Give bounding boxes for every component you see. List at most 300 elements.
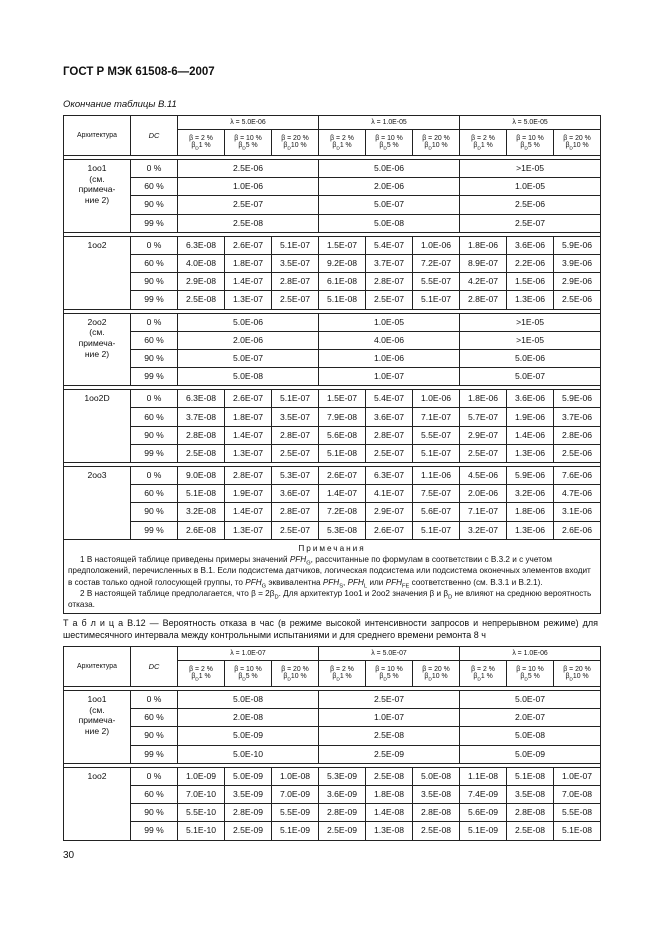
value-cell: 2.5E-07 bbox=[272, 291, 319, 309]
table-row bbox=[64, 467, 601, 485]
value-cell: 3.5E-08 bbox=[413, 785, 460, 803]
value-cell: 1.0E-07 bbox=[319, 368, 460, 386]
value-cell: 1.8E-06 bbox=[460, 236, 507, 254]
beta-value: β = 20 % bbox=[281, 135, 309, 143]
beta-value: β = 20 % bbox=[422, 666, 450, 674]
value-cell: 3.7E-08 bbox=[178, 408, 225, 426]
beta-d-subscript: D bbox=[477, 146, 481, 152]
value-cell: 5.0E-09 bbox=[225, 767, 272, 785]
value-cell: 5.9E-06 bbox=[554, 390, 601, 408]
beta-d-value: 5 % bbox=[386, 673, 399, 681]
value-cell: 5.7E-07 bbox=[460, 408, 507, 426]
value-cell: 6.1E-08 bbox=[319, 273, 366, 291]
value-cell: 2.5E-08 bbox=[413, 822, 460, 840]
value-cell: 3.6E-06 bbox=[507, 390, 554, 408]
beta-d-symbol: β bbox=[283, 673, 288, 681]
notes-title: Примечания bbox=[298, 543, 366, 553]
beta-d-subscript: D bbox=[524, 677, 528, 683]
value-cell: 7.2E-08 bbox=[319, 503, 366, 521]
dc-cell: 99 % bbox=[131, 745, 178, 763]
value-cell: 9.2E-08 bbox=[319, 254, 366, 272]
lambda-header: λ = 1.0E-06 bbox=[460, 647, 601, 661]
beta-d-symbol: β bbox=[520, 142, 525, 150]
value-cell: 7.0E-10 bbox=[178, 785, 225, 803]
dc-cell: 0 % bbox=[131, 390, 178, 408]
beta-d-value: 10 % bbox=[290, 673, 307, 681]
value-cell: 5.4E-07 bbox=[366, 236, 413, 254]
value-cell: 2.0E-06 bbox=[178, 331, 319, 349]
notes-cell bbox=[64, 539, 601, 613]
value-cell: 2.6E-08 bbox=[178, 521, 225, 539]
value-cell: 2.5E-06 bbox=[460, 196, 601, 214]
table-row bbox=[64, 236, 601, 254]
dc-cell: 0 % bbox=[131, 313, 178, 331]
beta-d-symbol: β bbox=[238, 673, 243, 681]
subscript: G bbox=[261, 583, 267, 590]
value-cell: 3.5E-09 bbox=[225, 785, 272, 803]
value-cell: 7.4E-09 bbox=[460, 785, 507, 803]
beta-value: β = 10 % bbox=[375, 666, 403, 674]
beta-d-subscript: D bbox=[242, 677, 246, 683]
value-cell: 1.8E-06 bbox=[507, 503, 554, 521]
value-cell: 5.0E-10 bbox=[178, 745, 319, 763]
value-cell: 4.0E-08 bbox=[178, 254, 225, 272]
value-cell: 2.5E-09 bbox=[225, 822, 272, 840]
beta-d-symbol: β bbox=[424, 142, 429, 150]
value-cell: 2.6E-07 bbox=[225, 236, 272, 254]
table-row bbox=[64, 503, 601, 521]
beta-d-value: 5 % bbox=[245, 142, 258, 150]
architecture-label: ние 2) bbox=[84, 348, 110, 359]
table-continuation-caption: Окончание таблицы В.11 bbox=[63, 99, 177, 110]
dc-cell: 0 % bbox=[131, 691, 178, 709]
beta-d-subscript: D bbox=[569, 677, 573, 683]
value-cell: 2.5E-06 bbox=[178, 160, 319, 178]
value-cell: 2.5E-06 bbox=[554, 444, 601, 462]
architecture-cell bbox=[64, 160, 131, 233]
beta-d-symbol: β bbox=[473, 142, 478, 150]
beta-d-subscript: D bbox=[383, 677, 387, 683]
beta-d-subscript: D bbox=[195, 146, 199, 152]
value-cell: 4.2E-07 bbox=[460, 273, 507, 291]
beta-header bbox=[272, 130, 319, 156]
value-cell: 5.5E-09 bbox=[272, 804, 319, 822]
value-cell: 3.5E-07 bbox=[272, 254, 319, 272]
dc-cell: 60 % bbox=[131, 709, 178, 727]
dc-cell: 90 % bbox=[131, 503, 178, 521]
beta-d-subscript: D bbox=[336, 146, 340, 152]
value-cell: 1.0E-09 bbox=[178, 767, 225, 785]
value-cell: >1E-05 bbox=[460, 313, 601, 331]
value-cell: 7.1E-07 bbox=[460, 503, 507, 521]
value-cell: 2.0E-06 bbox=[460, 485, 507, 503]
table-row bbox=[64, 313, 601, 331]
beta-d-symbol: β bbox=[191, 673, 196, 681]
beta-value: β = 2 % bbox=[330, 135, 354, 143]
table-row bbox=[64, 804, 601, 822]
dc-header: DC bbox=[131, 116, 178, 156]
dc-cell: 90 % bbox=[131, 196, 178, 214]
architecture-label: 1оо1 bbox=[87, 163, 107, 173]
value-cell: 2.5E-08 bbox=[178, 444, 225, 462]
value-cell: 2.2E-06 bbox=[507, 254, 554, 272]
dc-cell: 0 % bbox=[131, 767, 178, 785]
beta-d-value: 5 % bbox=[245, 673, 258, 681]
table-row bbox=[64, 254, 601, 272]
value-cell: 2.5E-06 bbox=[554, 291, 601, 309]
architecture-label: примеча- bbox=[78, 715, 116, 726]
table-row bbox=[64, 727, 601, 745]
beta-value: β = 20 % bbox=[563, 135, 591, 143]
value-cell: 3.9E-06 bbox=[554, 254, 601, 272]
value-cell: 3.2E-07 bbox=[460, 521, 507, 539]
beta-d-symbol: β bbox=[379, 673, 384, 681]
beta-d-symbol: β bbox=[379, 142, 384, 150]
beta-header bbox=[225, 661, 272, 687]
beta-header bbox=[507, 661, 554, 687]
dc-cell: 99 % bbox=[131, 291, 178, 309]
value-cell: 2.0E-06 bbox=[319, 178, 460, 196]
beta-d-subscript: D bbox=[195, 677, 199, 683]
table-row bbox=[64, 349, 601, 367]
dc-cell: 60 % bbox=[131, 485, 178, 503]
dc-cell: 90 % bbox=[131, 727, 178, 745]
note-text: 2 В настоящей таблице предполагается, что β = 2β bbox=[80, 589, 275, 598]
dc-cell: 90 % bbox=[131, 804, 178, 822]
value-cell: 5.3E-09 bbox=[319, 767, 366, 785]
header-row-lambda bbox=[64, 116, 601, 130]
value-cell: 2.8E-07 bbox=[272, 503, 319, 521]
value-cell: 5.0E-08 bbox=[178, 691, 319, 709]
architecture-cell bbox=[64, 390, 131, 463]
beta-d-symbol: β bbox=[565, 673, 570, 681]
beta-header bbox=[460, 661, 507, 687]
value-cell: 5.1E-08 bbox=[319, 444, 366, 462]
value-cell: 2.5E-08 bbox=[178, 214, 319, 232]
beta-d-subscript: D bbox=[428, 677, 432, 683]
table-row bbox=[64, 178, 601, 196]
value-cell: 1.5E-07 bbox=[319, 236, 366, 254]
beta-d-value: 10 % bbox=[431, 142, 448, 150]
table-row bbox=[64, 214, 601, 232]
value-cell: 2.0E-07 bbox=[460, 709, 601, 727]
value-cell: 2.8E-09 bbox=[319, 804, 366, 822]
beta-d-symbol: β bbox=[332, 673, 337, 681]
value-cell: 1.3E-07 bbox=[225, 291, 272, 309]
value-cell: 5.1E-09 bbox=[272, 822, 319, 840]
value-cell: 5.3E-08 bbox=[319, 521, 366, 539]
dc-cell: 99 % bbox=[131, 368, 178, 386]
value-cell: 5.0E-07 bbox=[178, 349, 319, 367]
beta-d-value: 10 % bbox=[572, 142, 589, 150]
beta-d-symbol: β bbox=[238, 142, 243, 150]
value-cell: 5.5E-07 bbox=[413, 273, 460, 291]
value-cell: 3.6E-06 bbox=[507, 236, 554, 254]
table-row bbox=[64, 709, 601, 727]
value-cell: 5.1E-07 bbox=[272, 390, 319, 408]
value-cell: 5.0E-07 bbox=[319, 196, 460, 214]
value-cell: 5.1E-07 bbox=[413, 291, 460, 309]
dc-cell: 60 % bbox=[131, 785, 178, 803]
beta-d-subscript: D bbox=[383, 146, 387, 152]
architecture-label: 1оо1 bbox=[87, 694, 107, 704]
lambda-header: λ = 1.0E-07 bbox=[178, 647, 319, 661]
value-cell: 1.8E-07 bbox=[225, 408, 272, 426]
table-row bbox=[64, 331, 601, 349]
beta-d-symbol: β bbox=[424, 673, 429, 681]
architecture-label: 1оо2 bbox=[87, 239, 107, 250]
page-number: 30 bbox=[63, 850, 75, 861]
beta-header bbox=[460, 130, 507, 156]
value-cell: 1.5E-06 bbox=[507, 273, 554, 291]
architecture-cell bbox=[64, 236, 131, 309]
dc-cell: 99 % bbox=[131, 521, 178, 539]
value-cell: 5.1E-07 bbox=[413, 521, 460, 539]
beta-d-subscript: D bbox=[428, 146, 432, 152]
beta-header bbox=[319, 661, 366, 687]
table-row bbox=[64, 196, 601, 214]
value-cell: 1.0E-05 bbox=[319, 313, 460, 331]
value-cell: 2.5E-09 bbox=[319, 822, 366, 840]
beta-value: β = 2 % bbox=[471, 135, 495, 143]
beta-value: β = 2 % bbox=[189, 135, 213, 143]
architecture-label: 2оо3 bbox=[87, 470, 107, 480]
note-text: эквивалентна bbox=[266, 577, 323, 587]
beta-d-symbol: β bbox=[565, 142, 570, 150]
value-cell: 2.8E-07 bbox=[366, 273, 413, 291]
beta-d-subscript: D bbox=[524, 146, 528, 152]
beta-d-value: 1 % bbox=[339, 673, 352, 681]
pfh-symbol: PFH bbox=[385, 577, 403, 587]
beta-value: β = 10 % bbox=[516, 666, 544, 674]
value-cell: >1E-05 bbox=[460, 331, 601, 349]
value-cell: 3.5E-07 bbox=[272, 408, 319, 426]
value-cell: 1.3E-06 bbox=[507, 521, 554, 539]
value-cell: 1.9E-06 bbox=[507, 408, 554, 426]
value-cell: 3.7E-06 bbox=[554, 408, 601, 426]
document-title: ГОСТ Р МЭК 61508-6—2007 bbox=[63, 66, 215, 78]
beta-d-subscript: D bbox=[477, 677, 481, 683]
table-b11 bbox=[63, 115, 601, 614]
dc-cell: 90 % bbox=[131, 349, 178, 367]
beta-value: β = 2 % bbox=[471, 666, 495, 674]
table-row bbox=[64, 767, 601, 785]
dc-cell: 0 % bbox=[131, 236, 178, 254]
beta-value: β = 10 % bbox=[234, 666, 262, 674]
subscript: L bbox=[363, 583, 368, 590]
value-cell: 1.5E-07 bbox=[319, 390, 366, 408]
dc-cell: 99 % bbox=[131, 822, 178, 840]
dc-cell: 60 % bbox=[131, 254, 178, 272]
value-cell: 1.3E-07 bbox=[225, 521, 272, 539]
architecture-label: (см. bbox=[89, 327, 105, 338]
beta-header bbox=[178, 130, 225, 156]
value-cell: 5.1E-08 bbox=[319, 291, 366, 309]
beta-value: β = 20 % bbox=[281, 666, 309, 674]
value-cell: 2.9E-08 bbox=[178, 273, 225, 291]
value-cell: 1.0E-06 bbox=[413, 236, 460, 254]
dc-cell: 0 % bbox=[131, 160, 178, 178]
beta-value: β = 10 % bbox=[516, 135, 544, 143]
value-cell: 1.4E-07 bbox=[225, 426, 272, 444]
value-cell: 2.0E-08 bbox=[178, 709, 319, 727]
value-cell: 2.8E-08 bbox=[507, 804, 554, 822]
pfh-symbol: PFH bbox=[245, 577, 262, 587]
beta-value: β = 20 % bbox=[422, 135, 450, 143]
dc-cell: 90 % bbox=[131, 426, 178, 444]
value-cell: 7.0E-09 bbox=[272, 785, 319, 803]
beta-header bbox=[366, 661, 413, 687]
value-cell: 2.5E-07 bbox=[366, 444, 413, 462]
pfh-symbol: PFH bbox=[289, 555, 307, 565]
subscript: D bbox=[274, 594, 279, 601]
value-cell: 5.5E-10 bbox=[178, 804, 225, 822]
table-b12 bbox=[63, 646, 601, 841]
value-cell: 1.0E-06 bbox=[319, 349, 460, 367]
architecture-header: Архитектура bbox=[64, 116, 131, 156]
value-cell: 3.1E-06 bbox=[554, 503, 601, 521]
dc-cell: 60 % bbox=[131, 178, 178, 196]
value-cell: 5.0E-06 bbox=[319, 160, 460, 178]
value-cell: 4.7E-06 bbox=[554, 485, 601, 503]
value-cell: 7.0E-08 bbox=[554, 785, 601, 803]
value-cell: 5.0E-06 bbox=[178, 313, 319, 331]
value-cell: 5.4E-07 bbox=[366, 390, 413, 408]
value-cell: 2.5E-07 bbox=[366, 291, 413, 309]
architecture-cell bbox=[64, 691, 131, 764]
beta-d-value: 5 % bbox=[527, 673, 540, 681]
table-row bbox=[64, 273, 601, 291]
lambda-header: λ = 5.0E-07 bbox=[319, 647, 460, 661]
beta-header bbox=[507, 130, 554, 156]
beta-d-value: 5 % bbox=[386, 142, 399, 150]
lambda-header: λ = 5.0E-06 bbox=[178, 116, 319, 130]
value-cell: 5.9E-06 bbox=[554, 236, 601, 254]
value-cell: 2.8E-09 bbox=[225, 804, 272, 822]
architecture-label: 2оо2 bbox=[87, 316, 107, 327]
value-cell: 5.6E-09 bbox=[460, 804, 507, 822]
value-cell: 2.5E-07 bbox=[460, 214, 601, 232]
beta-d-value: 1 % bbox=[480, 673, 493, 681]
subscript: FE bbox=[402, 583, 410, 590]
value-cell: 5.0E-09 bbox=[460, 745, 601, 763]
note-text: соответственно (см. В.3.1 и В.2.1). bbox=[409, 577, 543, 587]
value-cell: 3.6E-07 bbox=[366, 408, 413, 426]
beta-header bbox=[366, 130, 413, 156]
table-b12-caption: Т а б л и ц а В.12 — Вероятность отказа в час (в режиме высокой интенсивности запросов и непрерывном режиме) для шестимесячного интервала между контрольными испытаниями и для среднего времени ремонта 8 ч bbox=[63, 618, 598, 641]
beta-d-value: 1 % bbox=[480, 142, 493, 150]
beta-d-subscript: D bbox=[287, 677, 291, 683]
value-cell: 5.0E-07 bbox=[460, 691, 601, 709]
beta-d-symbol: β bbox=[332, 142, 337, 150]
dc-cell: 90 % bbox=[131, 273, 178, 291]
subscript: G bbox=[306, 560, 311, 567]
value-cell: 4.5E-06 bbox=[460, 467, 507, 485]
table-row bbox=[64, 390, 601, 408]
beta-d-subscript: D bbox=[242, 146, 246, 152]
beta-header bbox=[413, 130, 460, 156]
value-cell: 2.5E-09 bbox=[319, 745, 460, 763]
value-cell: 2.8E-07 bbox=[225, 467, 272, 485]
value-cell: 2.5E-08 bbox=[366, 767, 413, 785]
table-row bbox=[64, 485, 601, 503]
architecture-label: (см. bbox=[89, 704, 105, 715]
value-cell: 5.0E-08 bbox=[178, 368, 319, 386]
beta-d-value: 1 % bbox=[339, 142, 352, 150]
value-cell: 1.9E-07 bbox=[225, 485, 272, 503]
value-cell: 3.7E-07 bbox=[366, 254, 413, 272]
value-cell: 5.0E-09 bbox=[178, 727, 319, 745]
value-cell: 5.5E-08 bbox=[554, 804, 601, 822]
beta-value: β = 2 % bbox=[330, 666, 354, 674]
value-cell: 2.9E-06 bbox=[554, 273, 601, 291]
beta-d-subscript: D bbox=[569, 146, 573, 152]
value-cell: 5.9E-06 bbox=[507, 467, 554, 485]
table-row bbox=[64, 368, 601, 386]
beta-d-value: 5 % bbox=[527, 142, 540, 150]
value-cell: 2.6E-07 bbox=[319, 467, 366, 485]
value-cell: 1.0E-05 bbox=[460, 178, 601, 196]
notes-row bbox=[64, 539, 601, 613]
value-cell: 3.6E-09 bbox=[319, 785, 366, 803]
value-cell: 1.4E-07 bbox=[225, 503, 272, 521]
value-cell: 3.2E-08 bbox=[178, 503, 225, 521]
dc-cell: 0 % bbox=[131, 467, 178, 485]
note-text: не влияют на среднюю вероятность отказа. bbox=[68, 589, 592, 610]
value-cell: 1.0E-07 bbox=[554, 767, 601, 785]
beta-header bbox=[178, 661, 225, 687]
beta-d-value: 1 % bbox=[198, 142, 211, 150]
table-row bbox=[64, 408, 601, 426]
beta-d-value: 10 % bbox=[290, 142, 307, 150]
value-cell: 2.9E-07 bbox=[366, 503, 413, 521]
value-cell: 3.5E-08 bbox=[507, 785, 554, 803]
architecture-label: 1оо2 bbox=[87, 770, 107, 781]
pfh-symbol: PFH bbox=[347, 577, 364, 587]
note-2 bbox=[68, 588, 596, 611]
value-cell: 3.6E-07 bbox=[272, 485, 319, 503]
value-cell: 5.3E-07 bbox=[272, 467, 319, 485]
value-cell: 1.4E-07 bbox=[225, 273, 272, 291]
value-cell: 1.8E-06 bbox=[460, 390, 507, 408]
beta-d-symbol: β bbox=[520, 673, 525, 681]
value-cell: 5.1E-08 bbox=[554, 822, 601, 840]
dc-cell: 99 % bbox=[131, 444, 178, 462]
beta-d-symbol: β bbox=[191, 142, 196, 150]
value-cell: 2.6E-07 bbox=[366, 521, 413, 539]
beta-header bbox=[554, 661, 601, 687]
architecture-label: (см. bbox=[89, 173, 105, 184]
note-text: 1 В настоящей таблице приведены примеры значений bbox=[80, 555, 290, 565]
value-cell: 2.5E-07 bbox=[272, 521, 319, 539]
value-cell: 2.6E-07 bbox=[225, 390, 272, 408]
value-cell: 8.9E-07 bbox=[460, 254, 507, 272]
table-row bbox=[64, 426, 601, 444]
value-cell: 5.5E-07 bbox=[413, 426, 460, 444]
value-cell: 9.0E-08 bbox=[178, 467, 225, 485]
value-cell: 2.5E-08 bbox=[319, 727, 460, 745]
value-cell: 2.8E-06 bbox=[554, 426, 601, 444]
value-cell: 2.5E-07 bbox=[272, 444, 319, 462]
value-cell: 1.3E-06 bbox=[507, 444, 554, 462]
architecture-cell bbox=[64, 313, 131, 386]
value-cell: 1.3E-06 bbox=[507, 291, 554, 309]
value-cell: 2.9E-07 bbox=[460, 426, 507, 444]
note-text: или bbox=[367, 577, 386, 587]
value-cell: 5.0E-08 bbox=[319, 214, 460, 232]
beta-d-symbol: β bbox=[473, 673, 478, 681]
value-cell: 1.1E-06 bbox=[413, 467, 460, 485]
